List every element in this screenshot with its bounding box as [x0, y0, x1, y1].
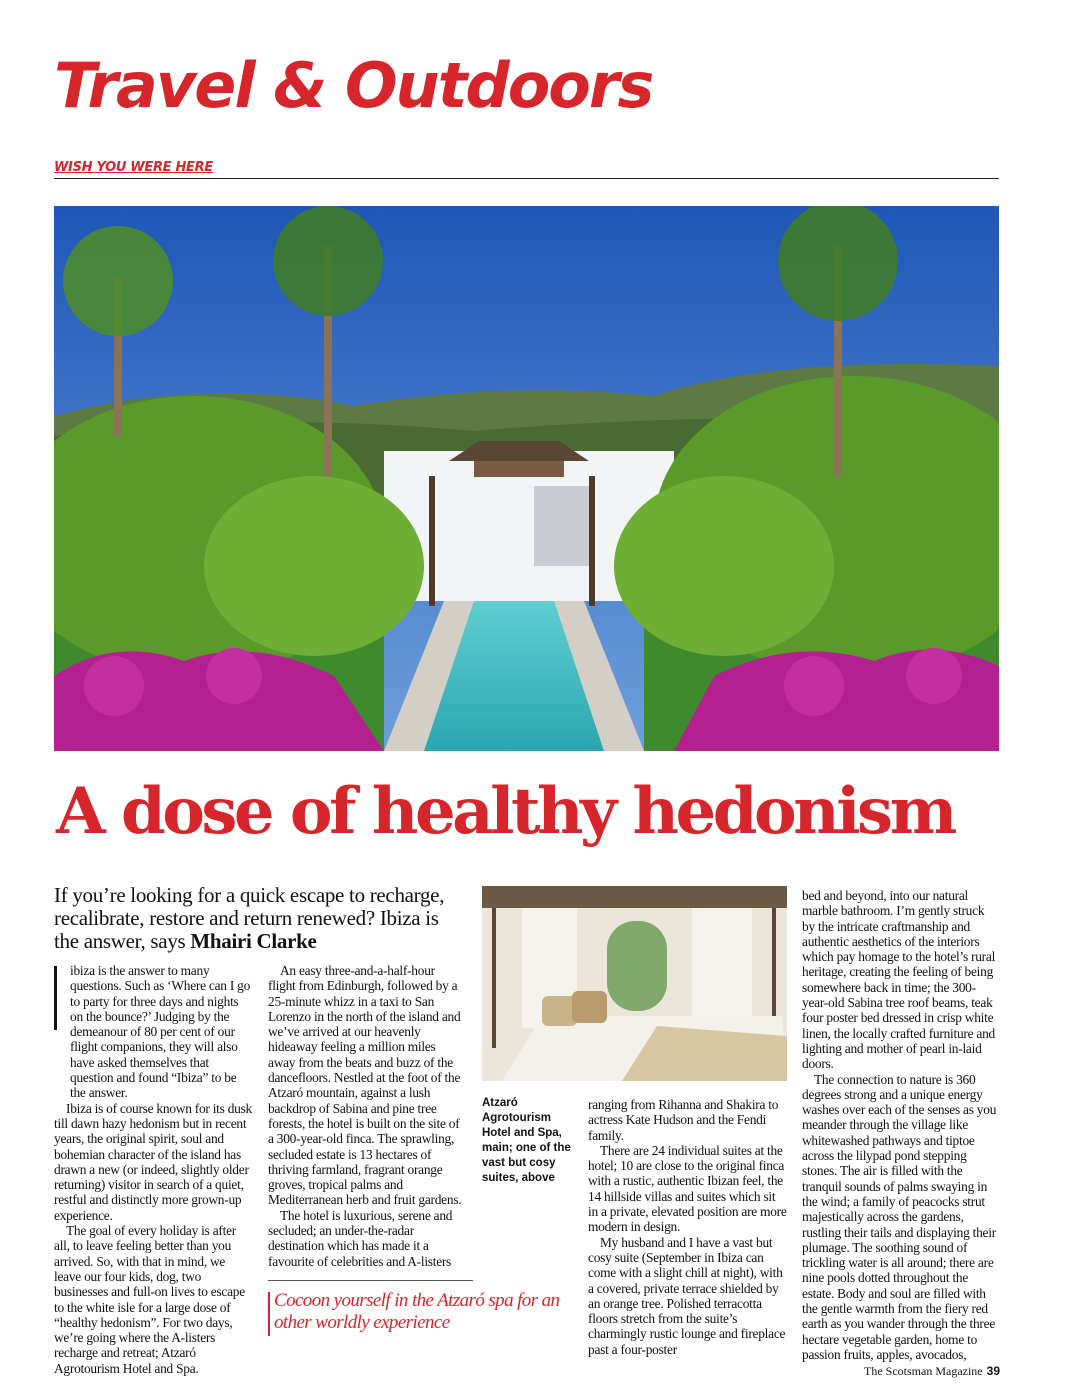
hero-photo-pool-garden	[54, 206, 999, 751]
page-number: 39	[986, 1364, 1000, 1378]
body-paragraph	[54, 963, 254, 1101]
article-headline: A dose of healthy hedonism	[56, 774, 954, 849]
body-column-1	[54, 963, 254, 1376]
body-paragraph: My husband and I have a vast but cosy suite (September in Ibiza can come with a slight chill at night), with a covered, private terrace shielded by an orange tree. Polished terracotta floors stretch from the suite’s charmingly rustic lounge and fireplace past a four-poster	[588, 1234, 786, 1357]
body-paragraph: ranging from Rihanna and Shakira to actress Kate Hudson and the Fendi family.	[588, 1097, 779, 1143]
body-paragraph: The hotel is luxurious, serene and secluded; an under-the-radar destination which has made it a favourite of celebrities and A-listers	[268, 1207, 453, 1269]
lead-paragraph: ibiza is the answer to many questions. Such as ‘Where can I go to party for three days and nights on the bounce?’ Judging by the demeanour of 80 per cent of our flight companions, they will also have asked themselves that question and found “Ibiza” to be the answer.	[70, 963, 251, 1101]
body-paragraph: bed and beyond, into our natural marble bathroom. I’m gently struck by the intricate craftmanship and authentic aesthetics of the interiors which pay homage to the hotel’s rural heritage, creating the feeling of being somewhere back in time; the 300-year-old Sabina tree roof beams, teak four poster bed dressed in crisp white linen, the locally crafted furniture and lighting and mother of pearl in-laid doors.	[802, 888, 996, 1072]
body-paragraph: There are 24 individual suites at the hotel; 10 are close to the original finca with a rustic, authentic Ibizan feel, the 14 hillside villas and suites which sit in a private, elevated position are more modern in design.	[588, 1142, 787, 1235]
inset-photo-suite	[482, 886, 787, 1081]
page-footer	[864, 1364, 1000, 1379]
pullquote: Cocoon yourself in the Atzaró spa for an other worldly experience	[274, 1290, 560, 1333]
standfirst	[54, 884, 464, 953]
standfirst-text: If you’re looking for a quick escape to recharge, recalibrate, restore and return renewed? Ibiza is the answer, says	[54, 883, 445, 953]
section-kicker: WISH YOU WERE HERE	[54, 160, 213, 175]
pullquote-bar	[268, 1292, 270, 1336]
author-name: Mhairi Clarke	[190, 929, 317, 953]
body-column-4	[802, 888, 999, 1362]
body-paragraph: Ibiza is of course known for its dusk till dawn hazy hedonism but in recent years, the original spirit, soul and bohemian character of the island has drawn a new (or indeed, slightly older returning) visitor in search of a quiet, restful and distinctly more grown-up experience.	[54, 1100, 252, 1223]
publication-name: The Scotsman Magazine	[864, 1364, 983, 1378]
header-rule	[54, 178, 999, 179]
body-paragraph: The connection to nature is 360 degrees strong and a unique energy washes over each of the senses as you meander through the village like whitewashed pathways and tiptoe across the lilypad pond stepping stones. The air is filled with the tranquil sounds of palms swaying in the wind; a family of peacocks strut majestically across the gardens, rustling their tails and displaying their plumage. The soothing sound of trickling water is all around; there are nine pools dotted throughout the estate. Body and soul are filled with the gentle warmth from the fiery red earth as you wander through the three hectare vegetable garden, home to passion fruits, apples, avocados,	[802, 1071, 997, 1362]
body-paragraph: The goal of every holiday is after all, to leave feeling better than you arrived. So, with that in mind, we leave our four kids, dog, two businesses and full-on lives to escape to the white isle for a large dose of “healthy hedonism”. For two days, we’re going where the A-listers recharge and retreat; Atzaró Agrotourism Hotel and Spa.	[54, 1223, 245, 1376]
section-title: Travel & Outdoors	[54, 49, 653, 122]
photo-caption: Atzaró Agrotourism Hotel and Spa, main; one of the vast but cosy suites, above	[482, 1097, 571, 1184]
body-column-3	[588, 1097, 788, 1357]
body-column-2	[268, 963, 463, 1269]
pullquote-rule	[268, 1280, 473, 1281]
body-paragraph: An easy three-and-a-half-hour flight from Edinburgh, followed by a 25-minute whizz in a taxi to San Lorenzo in the north of the island and we’ve arrived at our heavenly hideaway feeling a million miles away from the beats and buzz of the dancefloors. Nestled at the foot of the Atzaró mountain, against a lush backdrop of Sabina and pine tree forests, the hotel is built on the site of a 300-year-old finca. The sprawling, secluded estate is 13 hectares of thriving farmland, fragrant orange groves, tropical palms and Mediterranean herb and fruit gardens.	[268, 963, 462, 1208]
